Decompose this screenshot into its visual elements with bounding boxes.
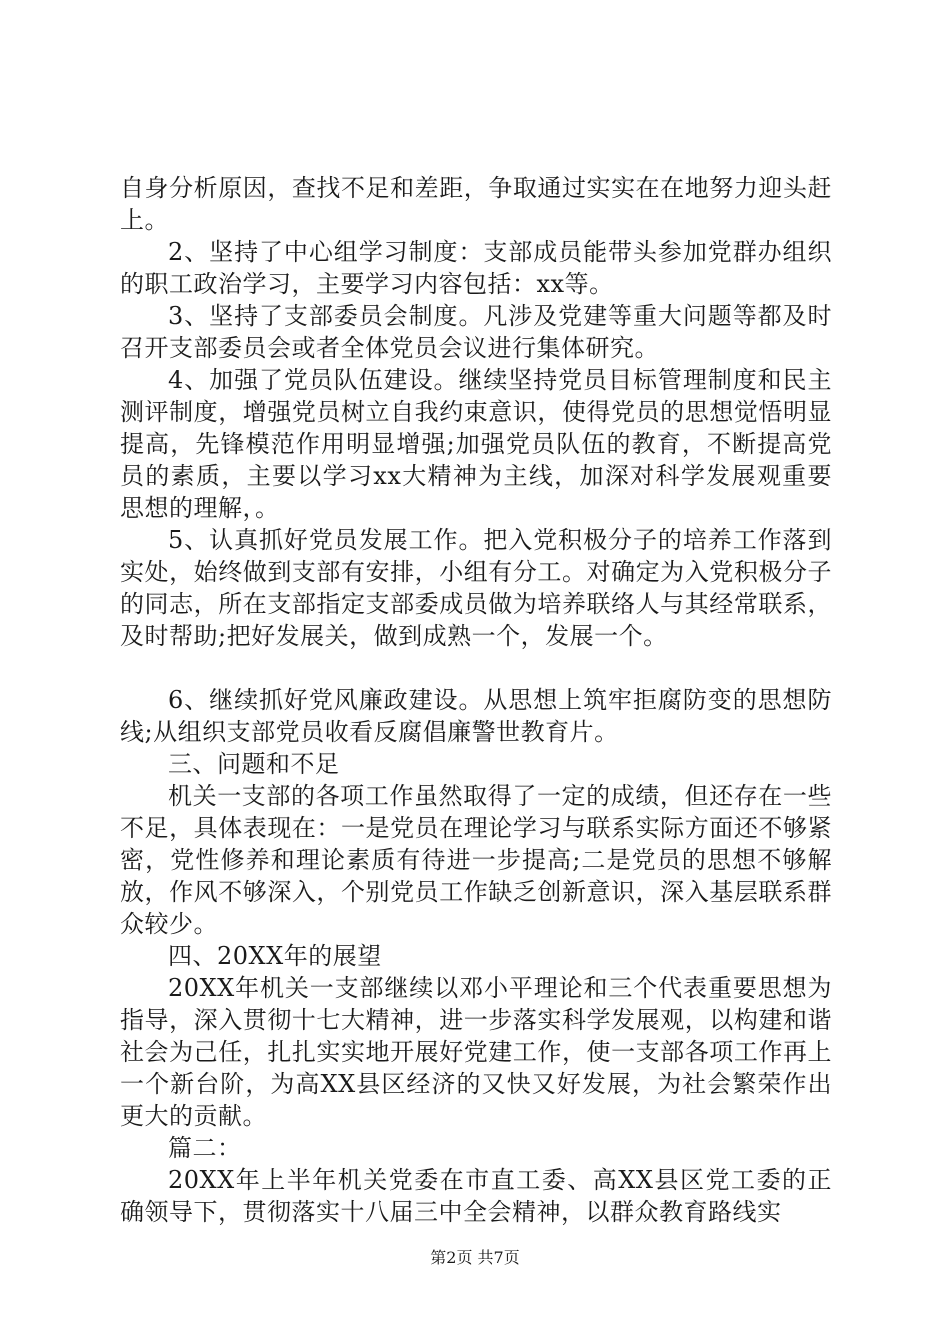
paragraph-spacer: [120, 652, 832, 684]
section-heading-problems: 三、问题和不足: [168, 750, 340, 778]
paragraph-item-5: 5、认真抓好党员发展工作。把入党积极分子的培养工作落到实处，始终做到支部有安排，小组有分工。对确定为入党积极分子的同志，所在支部指定支部委成员做为培养联络人与其经常联系，及时帮助;把好发展关，做到成熟一个，发展一个。: [120, 526, 832, 650]
section-heading-part-two: 篇二：: [168, 1134, 242, 1162]
page-number-label: 第2页 共7页: [430, 1248, 520, 1267]
document-body: [120, 172, 832, 1228]
paragraph-item-4: 4、加强了党员队伍建设。继续坚持党员目标管理制度和民主测评制度，增强党员树立自我约束意识，使得党员的思想觉悟明显提高，先锋模范作用明显增强;加强党员队伍的教育，不断提高党员的素质，主要以学习xx大精神为主线，加深对科学发展观重要思想的理解，。: [120, 366, 832, 522]
paragraph-part-two: 20XX年上半年机关党委在市直工委、高XX县区党工委的正确领导下，贯彻落实十八届三中全会精神，以群众教育路线实: [120, 1166, 832, 1226]
page-footer: [0, 1248, 950, 1268]
paragraph-outlook: 20XX年机关一支部继续以邓小平理论和三个代表重要思想为指导，深入贯彻十七大精神，进一步落实科学发展观，以构建和谐社会为己任，扎扎实实地开展好党建工作，使一支部各项工作再上一个新台阶，为高XX县区经济的又快又好发展，为社会繁荣作出更大的贡献。: [120, 974, 832, 1130]
paragraph-continuation: 自身分析原因，查找不足和差距，争取通过实实在在地努力迎头赶上。: [120, 174, 832, 234]
paragraph-problems: 机关一支部的各项工作虽然取得了一定的成绩，但还存在一些不足，具体表现在：一是党员在理论学习与联系实际方面还不够紧密，党性修养和理论素质有待进一步提高;二是党员的思想不够解放，作风不够深入，个别党员工作缺乏创新意识，深入基层联系群众较少。: [120, 782, 832, 938]
paragraph-item-3: 3、坚持了支部委员会制度。凡涉及党建等重大问题等都及时召开支部委员会或者全体党员会议进行集体研究。: [120, 302, 832, 362]
section-heading-outlook: 四、20XX年的展望: [168, 942, 382, 970]
paragraph-item-2: 2、坚持了中心组学习制度：支部成员能带头参加党群办组织的职工政治学习，主要学习内容包括：xx等。: [120, 238, 832, 298]
paragraph-item-6: 6、继续抓好党风廉政建设。从思想上筑牢拒腐防变的思想防线;从组织支部党员收看反腐倡廉警世教育片。: [120, 686, 832, 746]
